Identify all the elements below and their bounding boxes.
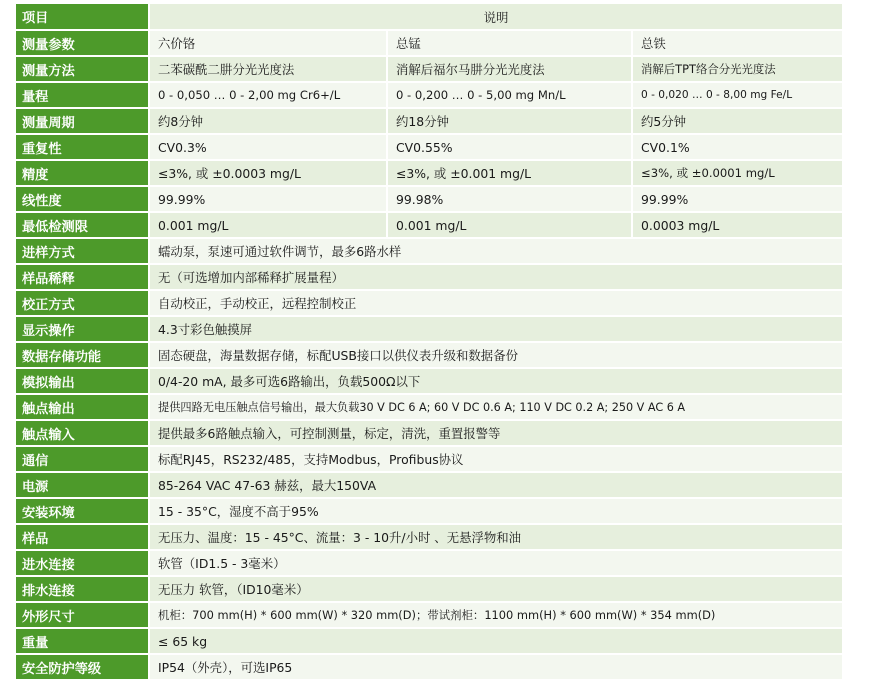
row-label: 测量方法 xyxy=(16,56,149,82)
cell-chromium: 六价铬 xyxy=(149,30,387,56)
row-label: 安装环境 xyxy=(16,498,149,524)
table-row xyxy=(16,472,843,498)
table-row xyxy=(16,108,843,134)
cell-manganese: 0 - 0,200 … 0 - 5,00 mg Mn/L xyxy=(387,82,632,108)
row-label: 触点输入 xyxy=(16,420,149,446)
cell-chromium: 99.99% xyxy=(149,186,387,212)
row-label: 精度 xyxy=(16,160,149,186)
cell-chromium: 约8分钟 xyxy=(149,108,387,134)
row-label: 通信 xyxy=(16,446,149,472)
cell-chromium: 0.001 mg/L xyxy=(149,212,387,238)
cell-iron: 约5分钟 xyxy=(632,108,843,134)
table-row xyxy=(16,524,843,550)
row-label: 最低检测限 xyxy=(16,212,149,238)
row-value: 蠕动泵，泵速可通过软件调节，最多6路水样 xyxy=(149,238,843,264)
row-label: 排水连接 xyxy=(16,576,149,602)
row-label: 模拟输出 xyxy=(16,368,149,394)
row-label: 进样方式 xyxy=(16,238,149,264)
row-label: 重量 xyxy=(16,628,149,654)
row-label: 线性度 xyxy=(16,186,149,212)
cell-iron: 总铁 xyxy=(632,30,843,56)
table-row xyxy=(16,498,843,524)
cell-iron: ≤3%, 或 ±0.0001 mg/L xyxy=(632,160,843,186)
row-label: 数据存储功能 xyxy=(16,342,149,368)
row-label: 进水连接 xyxy=(16,550,149,576)
cell-manganese: 总锰 xyxy=(387,30,632,56)
row-value: ≤ 65 kg xyxy=(149,628,843,654)
row-value: 4.3寸彩色触摸屏 xyxy=(149,316,843,342)
header-row xyxy=(16,4,843,30)
table-row xyxy=(16,550,843,576)
row-label: 测量参数 xyxy=(16,30,149,56)
table-row xyxy=(16,56,843,82)
header-value: 说明 xyxy=(149,4,843,30)
table-row xyxy=(16,316,843,342)
row-label: 样品 xyxy=(16,524,149,550)
table-row xyxy=(16,160,843,186)
cell-iron: CV0.1% xyxy=(632,134,843,160)
cell-chromium: CV0.3% xyxy=(149,134,387,160)
cell-manganese: 0.001 mg/L xyxy=(387,212,632,238)
cell-iron: 消解后TPT络合分光光度法 xyxy=(632,56,843,82)
cell-manganese: 99.98% xyxy=(387,186,632,212)
cell-manganese: CV0.55% xyxy=(387,134,632,160)
row-value: 提供最多6路触点输入，可控制测量，标定，清洗，重置报警等 xyxy=(149,420,843,446)
table-row xyxy=(16,394,843,420)
table-row xyxy=(16,368,843,394)
row-label: 测量周期 xyxy=(16,108,149,134)
table-row xyxy=(16,212,843,238)
row-value: IP54（外壳），可选IP65 xyxy=(149,654,843,680)
row-label: 校正方式 xyxy=(16,290,149,316)
row-value: 标配RJ45，RS232/485，支持Modbus，Profibus协议 xyxy=(149,446,843,472)
table-row xyxy=(16,576,843,602)
row-label: 显示操作 xyxy=(16,316,149,342)
row-value: 固态硬盘，海量数据存储，标配USB接口以供仪表升级和数据备份 xyxy=(149,342,843,368)
cell-manganese: ≤3%, 或 ±0.001 mg/L xyxy=(387,160,632,186)
cell-manganese: 消解后福尔马肼分光光度法 xyxy=(387,56,632,82)
row-label: 安全防护等级 xyxy=(16,654,149,680)
table-row xyxy=(16,82,843,108)
table-row xyxy=(16,420,843,446)
table-row xyxy=(16,238,843,264)
table-row xyxy=(16,134,843,160)
table-row xyxy=(16,342,843,368)
table-row xyxy=(16,30,843,56)
cell-chromium: 0 - 0,050 … 0 - 2,00 mg Cr6+/L xyxy=(149,82,387,108)
spec-table xyxy=(16,4,844,681)
row-value: 软管（ID1.5 - 3毫米） xyxy=(149,550,843,576)
row-value: 无压力 软管，（ID10毫米） xyxy=(149,576,843,602)
table-row xyxy=(16,628,843,654)
row-value: 0/4-20 mA, 最多可选6路输出，负载500Ω以下 xyxy=(149,368,843,394)
table-row xyxy=(16,290,843,316)
row-label: 外形尺寸 xyxy=(16,602,149,628)
cell-chromium: 二苯碳酰二肼分光光度法 xyxy=(149,56,387,82)
row-label: 电源 xyxy=(16,472,149,498)
row-label: 样品稀释 xyxy=(16,264,149,290)
row-value: 提供四路无电压触点信号输出，最大负载30 V DC 6 A; 60 V DC 0.6 A; 110 V DC 0.2 A; 250 V AC 6 A xyxy=(149,394,843,420)
cell-iron: 99.99% xyxy=(632,186,843,212)
row-value: 机柜：700 mm(H) * 600 mm(W) * 320 mm(D)；带试剂柜：1100 mm(H) * 600 mm(W) * 354 mm(D) xyxy=(149,602,843,628)
table-row xyxy=(16,446,843,472)
table-row xyxy=(16,264,843,290)
row-value: 自动校正，手动校正，远程控制校正 xyxy=(149,290,843,316)
table-row xyxy=(16,602,843,628)
header-label: 项目 xyxy=(16,4,149,30)
row-label: 重复性 xyxy=(16,134,149,160)
cell-chromium: ≤3%, 或 ±0.0003 mg/L xyxy=(149,160,387,186)
row-value: 无（可选增加内部稀释扩展量程） xyxy=(149,264,843,290)
table-row xyxy=(16,186,843,212)
cell-iron: 0 - 0,020 … 0 - 8,00 mg Fe/L xyxy=(632,82,843,108)
row-label: 量程 xyxy=(16,82,149,108)
table-row xyxy=(16,654,843,680)
cell-iron: 0.0003 mg/L xyxy=(632,212,843,238)
row-label: 触点输出 xyxy=(16,394,149,420)
row-value: 15 - 35°C，湿度不高于95% xyxy=(149,498,843,524)
row-value: 无压力、温度：15 - 45°C、流量：3 - 10升/小时 、无悬浮物和油 xyxy=(149,524,843,550)
row-value: 85-264 VAC 47-63 赫兹，最大150VA xyxy=(149,472,843,498)
cell-manganese: 约18分钟 xyxy=(387,108,632,134)
